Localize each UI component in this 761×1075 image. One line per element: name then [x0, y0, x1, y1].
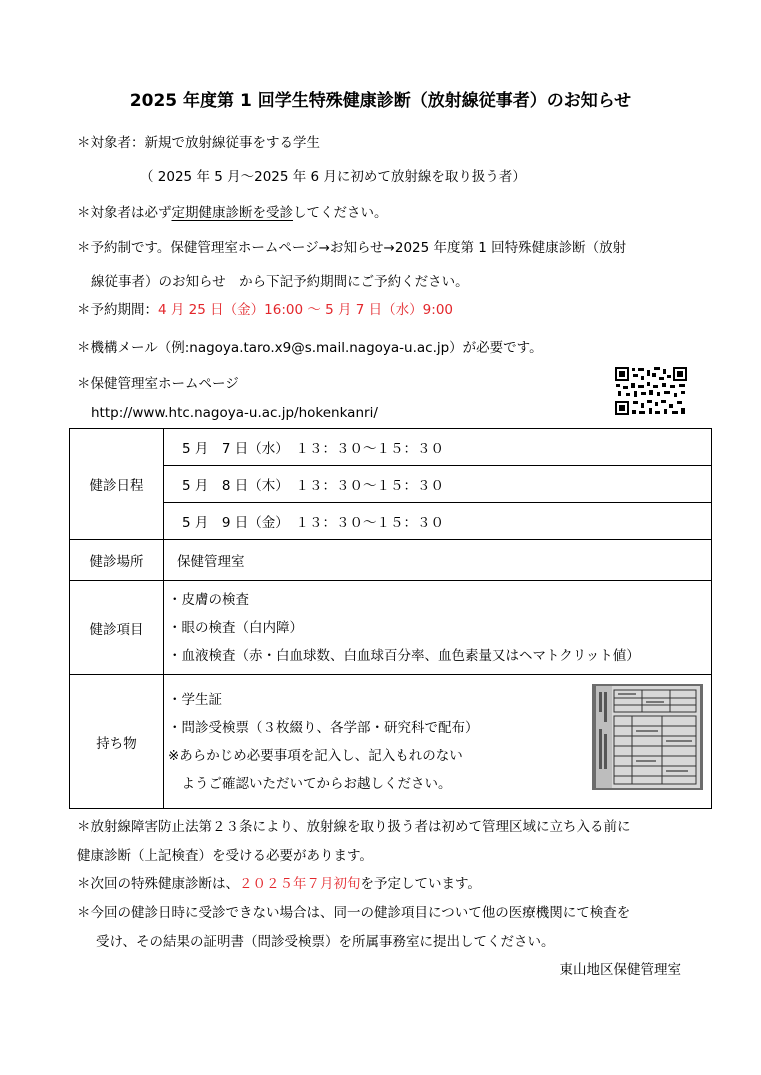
checkup-requirement-suffix: してください。: [293, 205, 388, 221]
schedule-label: 健診日程: [70, 429, 164, 540]
homepage-label: ＊保健管理室ホームページ: [77, 376, 239, 392]
schedule-row-2: 5 月 8 日（木） １３：３０～１５：３０: [164, 466, 712, 503]
bring-note-1: ※あらかじめ必要事項を記入し、記入もれのない: [168, 747, 463, 764]
place-value: 保健管理室: [164, 540, 712, 581]
qr-code-icon: [614, 366, 688, 416]
next-checkup-prefix: ＊次回の特殊健康診断は、: [77, 876, 239, 892]
alternative-notice-line1: ＊今回の健診日時に受診できない場合は、同一の健診項目について他の医療機関にて検査を: [77, 905, 631, 921]
page-title: 2025 年度第 1 回学生特殊健康診断（放射線従事者）のお知らせ: [129, 91, 632, 111]
reservation-notice-line2: 線従事者）のお知らせ から下記予約期間にご予約ください。: [91, 274, 469, 290]
law-notice-line1: ＊放射線障害防止法第２３条により、放射線を取り扱う者は初めて管理区域に立ち入る前に: [77, 819, 631, 835]
issuer-signature: 東山地区保健管理室: [559, 962, 681, 978]
checkup-requirement: [77, 201, 388, 221]
schedule-row-1: 5 月 7 日（水） １３：３０～１５：３０: [164, 429, 712, 466]
bring-note-2: ようご確認いただいてからお越しください。: [168, 775, 452, 792]
item-skin: ・皮膚の検査: [168, 591, 249, 608]
law-notice-line2: 健康診断（上記検査）を受ける必要があります。: [77, 848, 373, 864]
item-blood: ・血液検査（赤・白血球数、白血球百分率、血色素量又はヘマトクリット値）: [168, 647, 640, 664]
alternative-notice-line2: 受け、その結果の証明書（問診受検票）を所属事務室に提出してください。: [96, 934, 555, 950]
place-label: 健診場所: [70, 540, 164, 581]
bring-questionnaire: ・問診受検票（３枚綴り、各学部・研究科で配布）: [168, 719, 479, 736]
reservation-period-label: ＊予約期間：: [77, 302, 158, 318]
bring-student-id: ・学生証: [168, 691, 222, 708]
bring-label: 持ち物: [70, 675, 164, 809]
questionnaire-form-image: [592, 684, 703, 790]
mail-notice: ＊機構メール（例:nagoya.taro.x9@s.mail.nagoya-u.ac.jp）が必要です。: [77, 340, 543, 356]
target-notice: ＊対象者：新規で放射線従事をする学生: [77, 135, 320, 151]
items-cell: [164, 581, 712, 675]
homepage-url[interactable]: http://www.htc.nagoya-u.ac.jp/hokenkanri/: [91, 405, 378, 421]
target-sub-notice: （ 2025 年 5 月～2025 年 6 月に初めて放射線を取り扱う者）: [140, 169, 526, 185]
checkup-requirement-emphasis: 定期健康診断を受診: [171, 205, 293, 221]
next-checkup-notice: [77, 872, 481, 892]
items-label: 健診項目: [70, 581, 164, 675]
reservation-period: [77, 298, 453, 318]
next-checkup-date: ２０２５年７月初旬: [239, 876, 361, 892]
checkup-requirement-prefix: ＊対象者は必ず: [77, 205, 172, 221]
reservation-notice-line1: ＊予約制です。保健管理室ホームページ→お知らせ→2025 年度第 1 回特殊健康診断（放射: [77, 240, 627, 256]
schedule-row-3: 5 月 9 日（金） １３：３０～１５：３０: [164, 503, 712, 540]
reservation-period-value: 4 月 25 日（金）16:00 ～ 5 月 7 日（水）9:00: [158, 302, 453, 318]
next-checkup-suffix: を予定しています。: [360, 876, 481, 892]
item-eye: ・眼の検査（白内障）: [168, 619, 303, 636]
